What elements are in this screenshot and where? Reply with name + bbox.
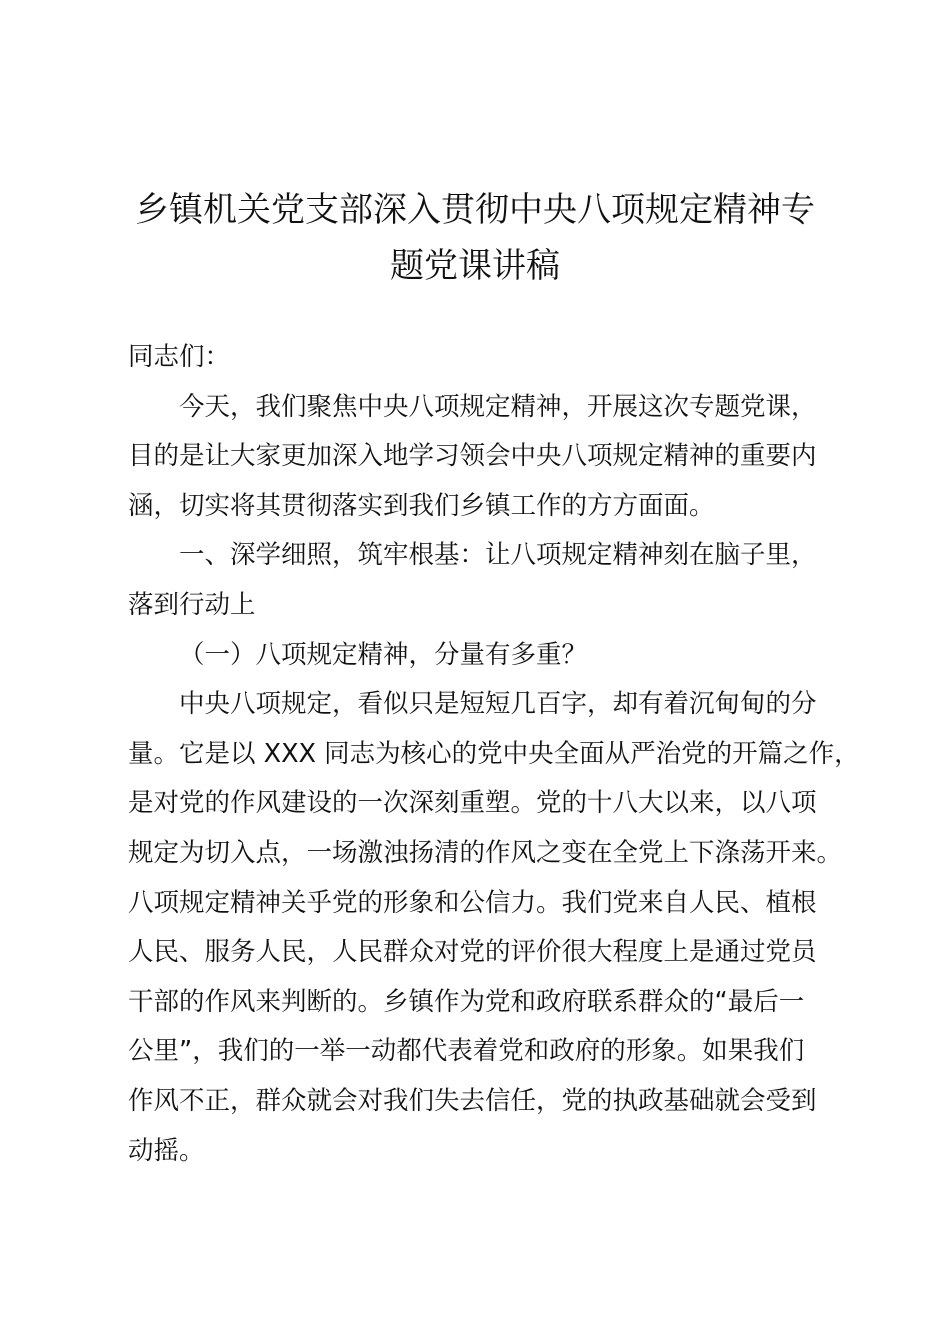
section-heading-line-1: 一、深学细照，筑牢根基：让八项规定精神刻在脑子里， [179,540,817,571]
document-body [128,333,868,1176]
intro-line-3: 涵，切实将其贯彻落实到我们乡镇工作的方方面面。 [128,490,715,521]
paragraph-line-6: 人民、服务人民，人民群众对党的评价很大程度上是通过党员 [128,937,817,968]
paragraph-line-7: 干部的作风来判断的。乡镇作为党和政府联系群众的“最后一 [128,986,805,1017]
title-line-2: 题党课讲稿 [390,246,560,286]
paragraph-line-3: 是对党的作风建设的一次深刻重塑。党的十八大以来，以八项 [128,788,817,819]
paragraph-line-8: 公里”，我们的一举一动都代表着党和政府的形象。如果我们 [128,1036,805,1067]
paragraph-line-9: 作风不正，群众就会对我们失去信任，党的执政基础就会受到 [128,1085,817,1116]
paragraph-line-4: 规定为切入点，一场激浊扬清的作风之变在全党上下涤荡开来。 [128,837,843,868]
document-title [100,182,850,294]
intro-line-1: 今天，我们聚焦中央八项规定精神，开展这次专题党课， [179,391,817,422]
paragraph-line-2: 量。它是以 XXX 同志为核心的党中央全面从严治党的开篇之作， [128,738,860,769]
intro-line-2: 目的是让大家更加深入地学习领会中央八项规定精神的重要内 [128,441,817,472]
paragraph-line-10: 动摇。 [128,1135,205,1166]
title-line-1: 乡镇机关党支部深入贯彻中央八项规定精神专 [135,190,815,230]
section-heading-line-2: 落到行动上 [128,589,256,620]
paragraph-line-1: 中央八项规定，看似只是短短几百字，却有着沉甸甸的分 [179,689,817,720]
subsection-heading: （一）八项规定精神，分量有多重？ [179,639,588,670]
salutation: 同志们： [128,342,231,372]
paragraph-line-5: 八项规定精神关乎党的形象和公信力。我们党来自人民、植根 [128,887,817,918]
